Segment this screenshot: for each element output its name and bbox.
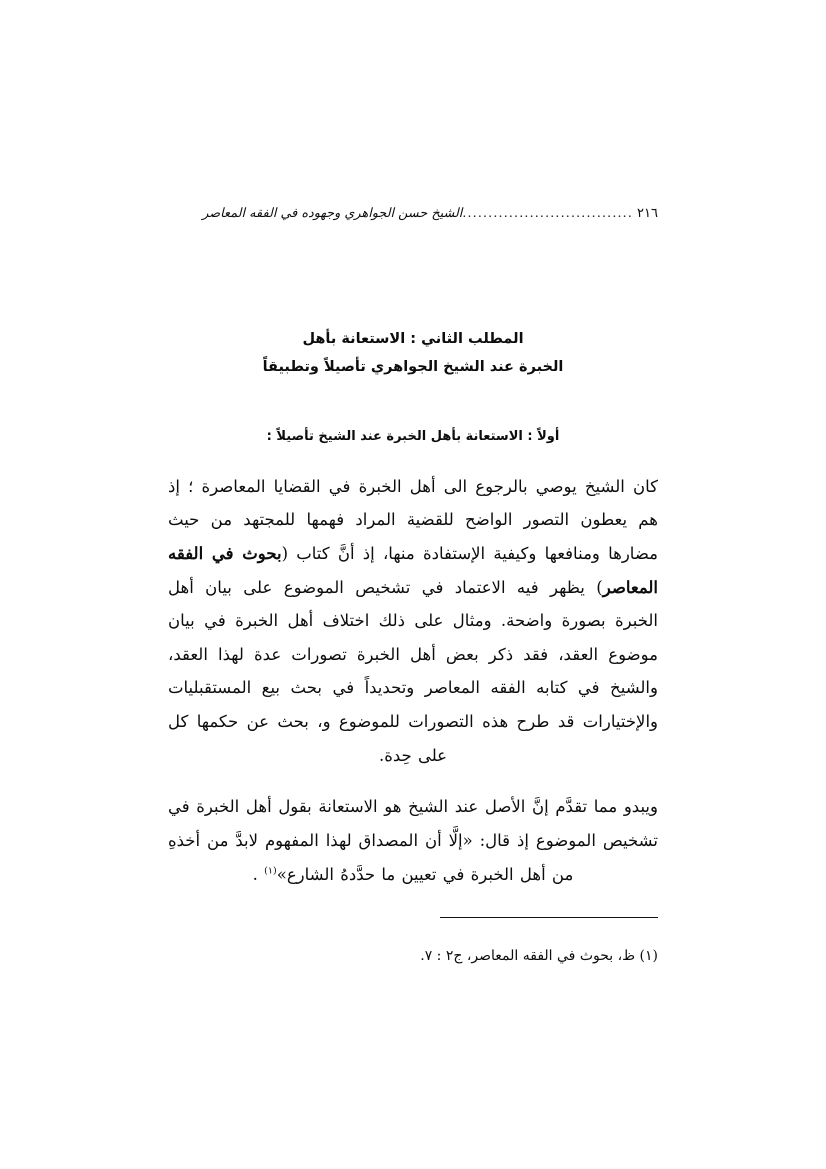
paragraph-1-text-a: كان الشيخ يوصي بالرجوع الى أهل الخبرة في القضايا المعاصرة ؛ إذ هم يعطون التصور الواضح للقضية المراد فهمها للمجتهد من حيث مضارها ومنافعها وكيفية الإستفادة منها، إذ أنَّ كتاب (: [168, 476, 658, 563]
footnote-marker[interactable]: (١): [264, 865, 277, 877]
subsection-heading: أولاً : الاستعانة بأهل الخبرة عند الشيخ تأصيلاً :: [266, 428, 560, 444]
section-heading-line-2: الخبرة عند الشيخ الجواهري تأصيلاً وتطبيقاً: [262, 359, 564, 376]
page-content: [168, 205, 658, 964]
section-heading: [168, 325, 658, 382]
running-header: [168, 205, 658, 221]
section-heading-line-1: المطلب الثاني : الاستعانة بأهل: [302, 331, 524, 347]
running-header-title: الشيخ حسن الجواهري وجهوده في الفقه المعاصر: [202, 206, 463, 221]
footnote-text: (١) ظ، بحوث في الفقه المعاصر، ج٢ : ٧.: [420, 948, 658, 965]
page-number: ٢١٦: [637, 206, 658, 221]
paragraph-2-text: ويبدو مما تقدَّم إنَّ الأصل عند الشيخ هو الاستعانة بقول أهل الخبرة في تشخيص الموضوع إذ قال: «إلَّا أن المصداق لهذا المفهوم لابدَّ من أخذهِ من أهل الخبرة في تعيين ما حدَّدهُ الشارع»: [168, 797, 658, 884]
book-title-emphasis: بحوث في الفقه المعاصر: [168, 543, 658, 597]
paragraph-2: [168, 790, 658, 891]
footnote-separator: [440, 917, 658, 918]
paragraph-1-text-b: ) يظهر فيه الاعتماد في تشخيص الموضوع على بيان أهل الخبرة بصورة واضحة. ومثال على ذلك اختلاف أهل الخبرة في بيان موضوع العقد، فقد ذكر بعض أهل الخبرة تصورات عدة لهذا العقد، والشيخ في كتابه الفقه المعاصر وتحديداً في بحث بيع المستقبليات والإختيارات قد طرح هذه التصورات للموضوع و، بحث عن حكمها كل على حِدة.: [168, 577, 658, 765]
paragraph-1: [168, 470, 658, 773]
header-dot-leader: .................................: [462, 205, 634, 220]
paragraph-2-end: .: [252, 864, 265, 884]
